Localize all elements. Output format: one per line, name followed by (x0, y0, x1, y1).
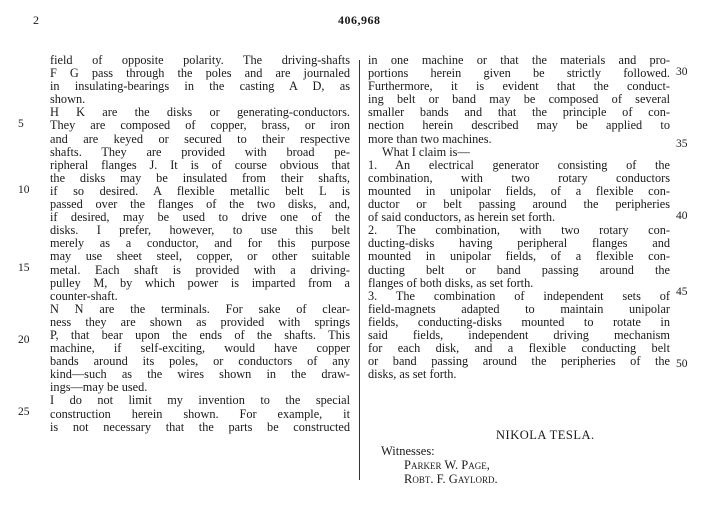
line-number: 35 (676, 138, 688, 150)
text-line: disks, as set forth. (368, 367, 457, 382)
text-line: machine, if self-exciting, would have copper (50, 341, 350, 356)
line-number: 5 (18, 118, 24, 130)
text-line: N N are the terminals. For sake of clear- (50, 301, 350, 316)
text-line: the disks may be insulated from their shafts, (50, 170, 350, 185)
text-line: passed over the flanges of the two disks, and, (50, 197, 350, 212)
text-line: disks. I prefer, however, to use this belt (50, 223, 350, 238)
text-line: bands around its poles, or conductors of any (50, 354, 350, 369)
text-line: mounted in unipolar fields, of a flexible con- (368, 183, 670, 198)
text-line: smaller bands and that the principle of con- (368, 105, 670, 120)
text-line: for each disk, and a flexible conducting belt (368, 341, 670, 356)
text-line: ness they are shown as provided with springs (50, 314, 350, 329)
text-line: fields, conducting-disks mounted to rotate in (368, 314, 670, 329)
line-number: 25 (18, 406, 30, 418)
text-line: is not necessary that the parts be constructed (50, 419, 350, 434)
text-line: if so desired. A flexible metallic belt L is (50, 183, 350, 198)
text-line: kind—such as the wires shown in the draw- (50, 367, 350, 382)
text-line: shown. (50, 92, 86, 107)
inventor-signature: NIKOLA TESLA. (496, 428, 595, 442)
patent-number: 406,968 (338, 13, 381, 27)
text-line: if desired, may be used to drive one of the (50, 210, 350, 225)
text-line: flanges of both disks, as set forth. (368, 275, 534, 290)
claims-heading: What I claim is— (382, 144, 470, 159)
text-line: P, that bear upon the ends of the shafts. This (50, 327, 350, 342)
text-line: of said conductors, as herein set forth. (368, 210, 556, 225)
line-number: 15 (18, 262, 30, 274)
text-line: 1. An electrical generator consisting of the (368, 157, 670, 172)
text-line: field-magnets adapted to maintain unipolar (368, 301, 670, 316)
text-line: merely as a conductor, and for this purpose (50, 236, 350, 251)
text-line: ing belt or band may be composed of several (368, 92, 670, 107)
text-line: H K are the disks or generating-conductors. (50, 105, 350, 120)
line-number: 10 (18, 184, 30, 196)
text-line: more than two machines. (368, 131, 492, 146)
text-line: pulley M, by which power is imparted from a (50, 275, 350, 290)
text-line: portions herein given be strictly followed. (368, 66, 670, 81)
witness-name: Robt. F. Gaylord. (404, 472, 498, 486)
text-line: 2. The combination, with two rotary con- (368, 223, 670, 238)
text-line: ripheral flanges J. It is of course obvious that (50, 157, 350, 172)
left-column (50, 54, 350, 434)
text-line: and are keyed or secured to their respective (50, 131, 350, 146)
line-number: 30 (676, 66, 688, 78)
text-line: said fields, independent driving mechanism (368, 327, 670, 342)
line-number: 40 (676, 210, 688, 222)
text-line: metal. Each shaft is provided with a driving- (50, 262, 350, 277)
text-line: nection herein described may be applied to (368, 118, 670, 133)
text-line: in insulating-bearings in the casting A D, as (50, 79, 350, 94)
text-line: 3. The combination of independent sets of (368, 288, 670, 303)
text-line: construction herein shown. For example, it (50, 406, 350, 421)
text-line: I do not limit my invention to the special (50, 393, 350, 408)
page-number: 2 (33, 13, 39, 27)
text-line: ductor or belt passing around the peripheries (368, 197, 670, 212)
text-line: mounted in unipolar fields, of a flexible con- (368, 249, 670, 264)
text-line: They are composed of copper, brass, or iron (50, 118, 350, 133)
column-divider (359, 60, 360, 480)
line-number: 20 (18, 334, 30, 346)
text-line: Furthermore, it is evident that the conduct- (368, 79, 670, 94)
text-line: ducting belt or band passing around the (368, 262, 670, 277)
line-number: 45 (676, 286, 688, 298)
text-line: ducting-disks having peripheral flanges and (368, 236, 670, 251)
text-line: shafts. They are provided with broad pe- (50, 144, 350, 159)
text-line: counter-shaft. (50, 288, 118, 303)
text-line: combination, with two rotary conductors (368, 170, 670, 185)
text-line: may use sheet steel, copper, or other suitable (50, 249, 350, 264)
text-line: F G pass through the poles and are journaled (50, 66, 350, 81)
witnesses-label: Witnesses: (381, 444, 435, 458)
right-column (368, 54, 670, 381)
line-number: 50 (676, 358, 688, 370)
text-line: field of opposite polarity. The driving-shafts (50, 53, 350, 67)
text-line: or band passing around the peripheries of the (368, 354, 670, 369)
text-line: in one machine or that the materials and pro- (368, 53, 670, 67)
text-line: ings—may be used. (50, 380, 148, 395)
witness-name: Parker W. Page, (404, 458, 490, 472)
